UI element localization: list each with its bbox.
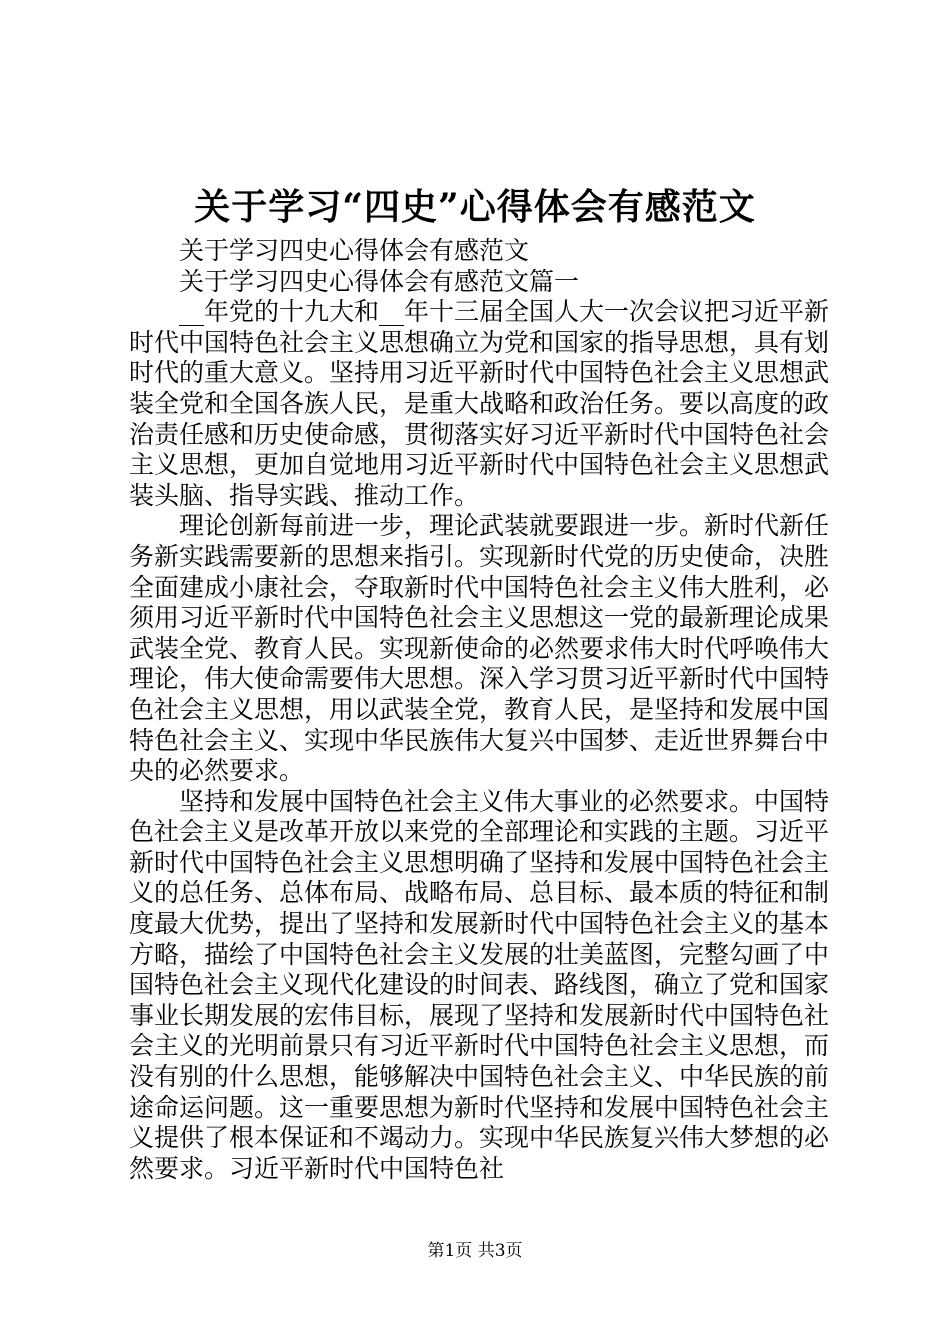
paragraph: __年党的十九大和__年十三届全国人大一次会议把习近平新时代中国特色社会主义思想确立为党和国家的指导思想，具有划时代的重大意义。坚持用习近平新时代中国特色社会主义思想武装全党和全国各族人民，是重大战略和政治任务。要以高度的政治责任感和历史使命感，贯彻落实好习近平新时代中国特色社会主义思想，更加自觉地用习近平新时代中国特色社会主义思想武装头脑、指导实践、推动工作。 xyxy=(129,297,830,510)
paragraph-heading: 关于学习四史心得体会有感范文篇一 xyxy=(179,266,580,296)
paragraph: 坚持和发展中国特色社会主义伟大事业的必然要求。中国特色社会主义是改革开放以来党的全部理论和实践的主题。习近平新时代中国特色社会主义思想明确了坚持和发展中国特色社会主义的总任务、总体布局、战略布局、总目标、最本质的特征和制度最大优势，提出了坚持和发展新时代中国特色社会主义的基本方略，描绘了中国特色社会主义发展的壮美蓝图，完整勾画了中国特色社会主义现代化建设的时间表、路线图，确立了党和国家事业长期发展的宏伟目标，展现了坚持和发展新时代中国特色社会主义的光明前景只有习近平新时代中国特色社会主义思想，而没有别的什么思想，能够解决中国特色社会主义、中华民族的前途命运问题。这一重要思想为新时代坚持和发展中国特色社会主义提供了根本保证和不竭动力。实现中华民族复兴伟大梦想的必然要求。习近平新时代中国特色社 xyxy=(129,786,830,1183)
document-title: 关于学习“四史”心得体会有感范文 xyxy=(194,186,756,228)
paragraph: 理论创新每前进一步，理论武装就要跟进一步。新时代新任务新实践需要新的思想来指引。实现新时代党的历史使命，决胜全面建成小康社会，夺取新时代中国特色社会主义伟大胜利，必须用习近平新时代中国特色社会主义思想这一党的最新理论成果武装全党、教育人民。实现新使命的必然要求伟大时代呼唤伟大理论，伟大使命需要伟大思想。深入学习贯习近平新时代中国特色社会主义思想，用以武装全党，教育人民，是坚持和发展中国特色社会主义、实现中华民族伟大复兴中国梦、走近世界舞台中央的必然要求。 xyxy=(129,511,830,786)
paragraph-subtitle: 关于学习四史心得体会有感范文 xyxy=(179,236,530,265)
page-number-footer: 第1页 共3页 xyxy=(427,1241,523,1261)
document-body xyxy=(129,236,829,1184)
